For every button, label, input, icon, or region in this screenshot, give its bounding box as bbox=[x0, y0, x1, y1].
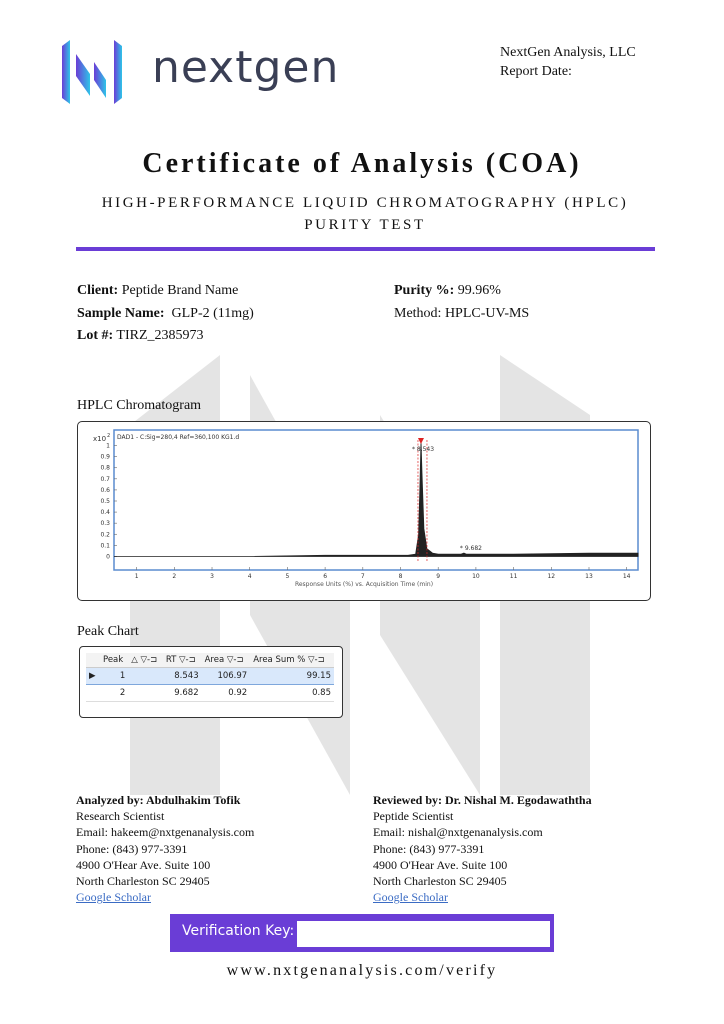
y-tick-label: 0.3 bbox=[100, 520, 110, 528]
cell-area: 0.92 bbox=[202, 685, 251, 702]
exponent-power: 2 bbox=[107, 433, 111, 439]
header-peak[interactable]: Peak bbox=[100, 653, 128, 668]
reviewer-phone: Phone: (843) 977-3391 bbox=[373, 841, 485, 856]
chromatogram-panel bbox=[77, 421, 651, 601]
purity-label: Purity %: bbox=[394, 283, 455, 298]
x-tick-label: 13 bbox=[585, 573, 593, 580]
y-tick-label: 0.2 bbox=[100, 531, 110, 539]
purity-row bbox=[394, 283, 501, 299]
table-row[interactable] bbox=[86, 668, 334, 685]
x-tick-label: 14 bbox=[622, 573, 631, 580]
company-block bbox=[500, 43, 636, 81]
analyst-address-1: 4900 O'Hear Ave. Suite 100 bbox=[76, 857, 211, 872]
x-tick-label: 4 bbox=[247, 573, 252, 580]
client-row bbox=[77, 283, 238, 299]
cell-area: 106.97 bbox=[202, 668, 251, 685]
client-label: Client: bbox=[77, 283, 119, 298]
page-title: Certificate of Analysis (COA) bbox=[142, 148, 582, 179]
row-pointer-icon: ▶ bbox=[86, 668, 100, 685]
x-tick-label: 10 bbox=[472, 573, 480, 580]
sample-row bbox=[77, 306, 254, 322]
cell-empty bbox=[128, 685, 163, 702]
analyst-address-2: North Charleston SC 29405 bbox=[76, 874, 210, 889]
analyst-email: Email: hakeem@nxtgenanalysis.com bbox=[76, 825, 255, 840]
purity-value: 99.96% bbox=[457, 283, 501, 298]
x-tick-label: 3 bbox=[210, 573, 214, 580]
chromatogram-chart bbox=[78, 422, 650, 600]
x-tick-label: 9 bbox=[436, 573, 441, 580]
verification-bar bbox=[170, 914, 554, 952]
header-area[interactable]: Area ▽-⊐ bbox=[202, 653, 251, 668]
reviewer-address-1: 4900 O'Hear Ave. Suite 100 bbox=[373, 857, 508, 872]
sample-label: Sample Name: bbox=[77, 306, 165, 321]
analyst-heading: Analyzed by: Abdulhakim Tofik bbox=[76, 793, 241, 807]
reviewer-scholar-link[interactable]: Google Scholar bbox=[373, 890, 448, 905]
x-tick-label: 1 bbox=[134, 573, 139, 580]
x-axis-label: Response Units (%) vs. Acquisition Time (min) bbox=[294, 581, 434, 588]
header-spacer bbox=[86, 653, 100, 668]
peak-1-label: * 8.543 bbox=[411, 446, 435, 453]
cell-rt: 9.682 bbox=[163, 685, 202, 702]
y-tick-label: 0.4 bbox=[100, 509, 110, 517]
x-tick-label: 8 bbox=[398, 573, 403, 580]
plot-frame bbox=[114, 430, 638, 570]
peak-table-header bbox=[86, 653, 334, 668]
y-tick-label: 0.9 bbox=[100, 453, 110, 461]
y-tick-label: 1 bbox=[106, 442, 110, 450]
row-spacer bbox=[86, 685, 100, 702]
table-row[interactable] bbox=[86, 685, 334, 702]
verify-url[interactable]: www.nxtgenanalysis.com/verify bbox=[226, 962, 498, 979]
header-rt[interactable]: RT ▽-⊐ bbox=[163, 653, 202, 668]
reviewer-block bbox=[373, 792, 592, 905]
header-sort[interactable]: △ ▽-⊐ bbox=[128, 653, 163, 668]
cell-empty bbox=[128, 668, 163, 685]
chromatogram-section-label: HPLC Chromatogram bbox=[77, 398, 202, 413]
lot-value: TIRZ_2385973 bbox=[116, 328, 204, 343]
peak-2-label: * 9.682 bbox=[459, 545, 483, 553]
y-tick-label: 0.7 bbox=[100, 475, 110, 483]
y-tick-label: 0.6 bbox=[100, 486, 110, 494]
x-tick-label: 7 bbox=[360, 573, 365, 580]
cell-area-sum: 99.15 bbox=[250, 668, 334, 685]
analyst-role: Research Scientist bbox=[76, 809, 165, 824]
verification-key-field[interactable] bbox=[297, 921, 550, 947]
client-value: Peptide Brand Name bbox=[121, 283, 239, 298]
x-tick-label: 6 bbox=[323, 573, 328, 580]
reviewer-heading: Reviewed by: Dr. Nishal M. Egodawaththa bbox=[373, 793, 592, 807]
subtitle-line-1: HIGH-PERFORMANCE LIQUID CHROMATOGRAPHY (HPLC) bbox=[101, 195, 629, 211]
report-date-label: Report Date: bbox=[500, 64, 572, 79]
x-tick-label: 11 bbox=[509, 573, 518, 580]
subtitle-line-2: PURITY TEST bbox=[304, 217, 426, 233]
reviewer-address-2: North Charleston SC 29405 bbox=[373, 874, 507, 889]
cell-peak: 1 bbox=[100, 668, 128, 685]
lot-row bbox=[77, 328, 204, 344]
logo-wordmark: nextgen bbox=[152, 42, 340, 93]
page-subtitle bbox=[70, 192, 660, 236]
reviewer-email: Email: nishal@nxtgenanalysis.com bbox=[373, 825, 543, 840]
header-area-sum[interactable]: Area Sum % ▽-⊐ bbox=[250, 653, 334, 668]
analyst-block bbox=[76, 792, 254, 905]
cell-peak: 2 bbox=[100, 685, 128, 702]
y-tick-label: 0.8 bbox=[100, 464, 110, 472]
nextgen-logo-icon bbox=[62, 40, 126, 104]
sample-value: GLP-2 (11mg) bbox=[171, 306, 254, 321]
analyst-phone: Phone: (843) 977-3391 bbox=[76, 841, 188, 856]
x-tick-label: 2 bbox=[172, 573, 177, 580]
title-divider bbox=[76, 247, 655, 251]
peak-chart-panel bbox=[79, 646, 343, 718]
y-tick-label: 0.5 bbox=[100, 498, 110, 505]
x-tick-label: 12 bbox=[547, 573, 556, 580]
x-tick-label: 5 bbox=[285, 573, 290, 580]
exponent-label: x10 bbox=[93, 435, 107, 443]
cell-rt: 8.543 bbox=[163, 668, 202, 685]
peak-chart-section-label: Peak Chart bbox=[77, 624, 139, 639]
reviewer-role: Peptide Scientist bbox=[373, 809, 454, 824]
company-name: NextGen Analysis, LLC bbox=[500, 45, 636, 60]
cell-area-sum: 0.85 bbox=[250, 685, 334, 702]
lot-label: Lot #: bbox=[77, 328, 114, 343]
signal-label: DAD1 - C:Sig=280,4 Ref=360,100 KG1.d bbox=[117, 434, 240, 441]
y-tick-label: 0.1 bbox=[100, 542, 110, 550]
verification-label: Verification Key: bbox=[182, 923, 295, 939]
peak-table bbox=[86, 653, 334, 702]
method-text: Method: HPLC-UV-MS bbox=[394, 306, 530, 321]
analyst-scholar-link[interactable]: Google Scholar bbox=[76, 890, 151, 905]
y-tick-label: 0 bbox=[106, 553, 110, 561]
